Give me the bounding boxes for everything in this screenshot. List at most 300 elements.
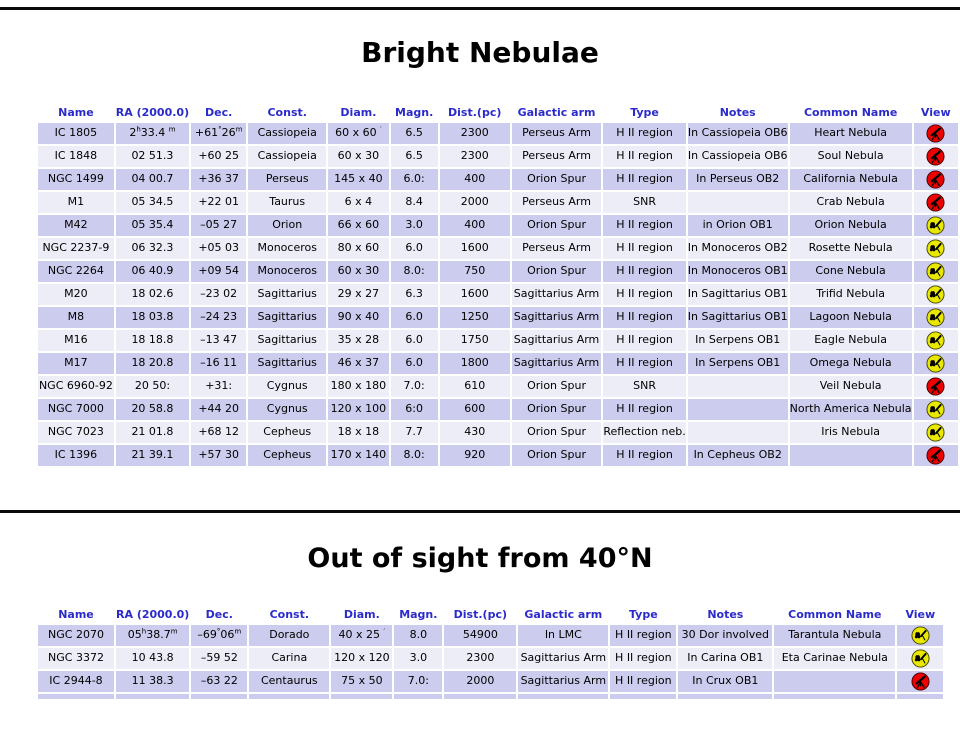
- cell-const: Sagittarius: [248, 307, 326, 328]
- cell-dist: 1800: [440, 353, 510, 374]
- cell-diam: 18 x 18: [328, 422, 388, 443]
- cell-type: H II region: [603, 261, 685, 282]
- binoculars-view-icon[interactable]: [926, 400, 945, 419]
- column-header-ra: RA (2000.0): [116, 606, 189, 623]
- cell-arm: In LMC: [518, 625, 608, 646]
- cell-arm: Sagittarius Arm: [512, 284, 602, 305]
- bright-nebulae-table: [36, 102, 960, 468]
- table-row: [38, 422, 958, 443]
- cell-magn: [394, 694, 442, 699]
- cell-common: California Nebula: [790, 169, 912, 190]
- cell-common: North America Nebula: [790, 399, 912, 420]
- binoculars-view-icon[interactable]: [926, 423, 945, 442]
- cell-dec: +09 54: [191, 261, 246, 282]
- superscript-unit: °: [216, 627, 221, 636]
- cell-arm: Perseus Arm: [512, 192, 602, 213]
- cell-ra: 2$^h$33.4 $^m$: [116, 123, 189, 144]
- cell-diam: 60 x 60 ′: [328, 123, 388, 144]
- cell-ra: 06 40.9: [116, 261, 189, 282]
- cell-common: Lagoon Nebula: [790, 307, 912, 328]
- cell-ra: 11 38.3: [116, 671, 189, 692]
- cell-common: Eta Carinae Nebula: [774, 648, 895, 669]
- cell-view: [914, 169, 958, 190]
- cell-arm: Perseus Arm: [512, 238, 602, 259]
- cell-type: H II region: [603, 330, 685, 351]
- cell-ra: 21 01.8: [116, 422, 189, 443]
- binoculars-view-icon[interactable]: [926, 262, 945, 281]
- cell-const: Sagittarius: [248, 284, 326, 305]
- column-header-arm: Galactic arm: [518, 606, 608, 623]
- cell-magn: 6.3: [391, 284, 438, 305]
- binoculars-view-icon[interactable]: [926, 331, 945, 350]
- table-row: [38, 330, 958, 351]
- cell-ra: 06 32.3: [116, 238, 189, 259]
- superscript-unit: h: [141, 627, 147, 636]
- cell-type: H II region: [610, 671, 676, 692]
- cell-notes: [678, 694, 772, 699]
- cell-name: IC 1396: [38, 445, 114, 466]
- column-header-magn: Magn.: [394, 606, 442, 623]
- cell-dec: +68 12: [191, 422, 246, 443]
- cell-arm: Perseus Arm: [512, 146, 602, 167]
- out-of-sight-table: [36, 604, 945, 701]
- cell-magn: 7.7: [391, 422, 438, 443]
- cell-ra: 18 03.8: [116, 307, 189, 328]
- cell-view: [914, 123, 958, 144]
- cell-common: Crab Nebula: [790, 192, 912, 213]
- cell-arm: [518, 694, 608, 699]
- table-row: [38, 123, 958, 144]
- cell-view: [897, 625, 943, 646]
- cell-magn: 6.0:: [391, 169, 438, 190]
- cell-dist: 2300: [440, 146, 510, 167]
- cell-notes: [688, 399, 788, 420]
- cell-magn: 8.0:: [391, 445, 438, 466]
- cell-arm: Orion Spur: [512, 422, 602, 443]
- cell-magn: 6:0: [391, 399, 438, 420]
- column-header-name: Name: [38, 606, 114, 623]
- cell-diam: 35 x 28: [328, 330, 388, 351]
- column-header-dist: Dist.(pc): [444, 606, 516, 623]
- table-row: [38, 261, 958, 282]
- cell-const: Centaurus: [249, 671, 329, 692]
- cell-dist: 920: [440, 445, 510, 466]
- cell-dist: 750: [440, 261, 510, 282]
- cell-common: Tarantula Nebula: [774, 625, 895, 646]
- cell-ra: 20 58.8: [116, 399, 189, 420]
- cell-diam: 180 x 180: [328, 376, 388, 397]
- binoculars-view-icon[interactable]: [911, 649, 930, 668]
- column-header-notes: Notes: [678, 606, 772, 623]
- cell-common: Eagle Nebula: [790, 330, 912, 351]
- cell-const: Cepheus: [248, 422, 326, 443]
- cell-ra: 02 51.3: [116, 146, 189, 167]
- empty-row: [38, 694, 943, 699]
- cell-common: [790, 445, 912, 466]
- superscript-unit: m: [168, 125, 176, 134]
- cell-notes: In Sagittarius OB1: [688, 307, 788, 328]
- cell-ra: 21 39.1: [116, 445, 189, 466]
- cell-diam: [331, 694, 392, 699]
- cell-dist: 400: [440, 215, 510, 236]
- cell-notes: In Monoceros OB2: [688, 238, 788, 259]
- cell-type: Reflection neb.: [603, 422, 685, 443]
- cell-notes: In Monoceros OB1: [688, 261, 788, 282]
- cell-dec: –69°06$^m$: [191, 625, 247, 646]
- telescope-view-icon[interactable]: [926, 377, 945, 396]
- cell-view: [897, 648, 943, 669]
- cell-type: [610, 694, 676, 699]
- cell-magn: 6.0: [391, 307, 438, 328]
- column-header-dec: Dec.: [191, 606, 247, 623]
- cell-notes: In Cassiopeia OB6: [688, 123, 788, 144]
- cell-const: Cygnus: [248, 376, 326, 397]
- cell-const: Dorado: [249, 625, 329, 646]
- column-header-common: Common Name: [790, 104, 912, 121]
- cell-common: Veil Nebula: [790, 376, 912, 397]
- cell-arm: Sagittarius Arm: [512, 353, 602, 374]
- cell-common: [774, 694, 895, 699]
- column-header-dec: Dec.: [191, 104, 246, 121]
- column-header-type: Type: [610, 606, 676, 623]
- cell-common: Soul Nebula: [790, 146, 912, 167]
- column-header-magn: Magn.: [391, 104, 438, 121]
- cell-type: H II region: [603, 238, 685, 259]
- cell-notes: in Orion OB1: [688, 215, 788, 236]
- cell-const: Cepheus: [248, 445, 326, 466]
- cell-arm: Orion Spur: [512, 261, 602, 282]
- cell-name: NGC 7023: [38, 422, 114, 443]
- table-row: [38, 238, 958, 259]
- cell-name: M20: [38, 284, 114, 305]
- cell-notes: 30 Dor involved: [678, 625, 772, 646]
- table-row: [38, 307, 958, 328]
- cell-arm: Orion Spur: [512, 215, 602, 236]
- cell-magn: 7.0:: [391, 376, 438, 397]
- cell-const: Orion: [248, 215, 326, 236]
- cell-const: Monoceros: [248, 238, 326, 259]
- cell-name: NGC 7000: [38, 399, 114, 420]
- column-header-name: Name: [38, 104, 114, 121]
- cell-const: [249, 694, 329, 699]
- cell-dist: 1250: [440, 307, 510, 328]
- binoculars-view-icon[interactable]: [911, 626, 930, 645]
- cell-notes: [688, 192, 788, 213]
- table-row: [38, 192, 958, 213]
- cell-dist: 610: [440, 376, 510, 397]
- cell-dist: 1750: [440, 330, 510, 351]
- table-row: [38, 215, 958, 236]
- cell-dec: –23 02: [191, 284, 246, 305]
- cell-view: [914, 261, 958, 282]
- cell-arm: Sagittarius Arm: [518, 671, 608, 692]
- cell-type: H II region: [603, 445, 685, 466]
- cell-type: SNR: [603, 192, 685, 213]
- table-row: [38, 169, 958, 190]
- telescope-view-icon[interactable]: [926, 170, 945, 189]
- column-header-const: Const.: [248, 104, 326, 121]
- superscript-unit: m: [234, 627, 242, 636]
- cell-dec: $+61^\circ 26^m$: [191, 123, 246, 144]
- cell-arm: Sagittarius Arm: [512, 330, 602, 351]
- cell-name: NGC 2264: [38, 261, 114, 282]
- superscript-unit: m: [170, 627, 178, 636]
- cell-notes: In Cassiopeia OB6: [688, 146, 788, 167]
- cell-notes: In Sagittarius OB1: [688, 284, 788, 305]
- cell-arm: Orion Spur: [512, 376, 602, 397]
- cell-dist: 2300: [440, 123, 510, 144]
- cell-ra: 18 18.8: [116, 330, 189, 351]
- column-header-view: View: [914, 104, 958, 121]
- cell-view: [897, 694, 943, 699]
- cell-type: H II region: [603, 169, 685, 190]
- cell-const: Carina: [249, 648, 329, 669]
- superscript-unit: m: [235, 125, 243, 134]
- cell-name: NGC 2070: [38, 625, 114, 646]
- cell-ra: 05 34.5: [116, 192, 189, 213]
- cell-common: Iris Nebula: [790, 422, 912, 443]
- cell-diam: 40 x 25 ′: [331, 625, 392, 646]
- cell-name: M17: [38, 353, 114, 374]
- cell-magn: 6.0: [391, 238, 438, 259]
- cell-type: H II region: [603, 284, 685, 305]
- cell-common: Orion Nebula: [790, 215, 912, 236]
- cell-magn: 8.0: [394, 625, 442, 646]
- binoculars-view-icon[interactable]: [926, 239, 945, 258]
- cell-view: [914, 238, 958, 259]
- cell-const: Cassiopeia: [248, 123, 326, 144]
- cell-name: NGC 6960-92: [38, 376, 114, 397]
- cell-const: Perseus: [248, 169, 326, 190]
- cell-common: Cone Nebula: [790, 261, 912, 282]
- cell-dec: +31:: [191, 376, 246, 397]
- telescope-view-icon[interactable]: [926, 446, 945, 465]
- cell-dec: +60 25: [191, 146, 246, 167]
- cell-dist: [444, 694, 516, 699]
- cell-dist: 2300: [444, 648, 516, 669]
- cell-ra: 18 20.8: [116, 353, 189, 374]
- cell-dist: 2000: [440, 192, 510, 213]
- cell-notes: In Cepheus OB2: [688, 445, 788, 466]
- cell-dec: +05 03: [191, 238, 246, 259]
- cell-arm: Sagittarius Arm: [512, 307, 602, 328]
- cell-notes: [688, 376, 788, 397]
- cell-dec: –16 11: [191, 353, 246, 374]
- cell-view: [914, 215, 958, 236]
- cell-view: [897, 671, 943, 692]
- cell-view: [914, 146, 958, 167]
- cell-type: H II region: [610, 625, 676, 646]
- cell-name: M42: [38, 215, 114, 236]
- superscript-unit: ′: [383, 627, 386, 636]
- binoculars-view-icon[interactable]: [926, 285, 945, 304]
- table-row: [38, 284, 958, 305]
- superscript-unit: ′: [380, 125, 382, 134]
- cell-view: [914, 353, 958, 374]
- cell-dec: +22 01: [191, 192, 246, 213]
- cell-diam: 60 x 30: [328, 146, 388, 167]
- cell-magn: 6.5: [391, 146, 438, 167]
- table-row: [38, 671, 943, 692]
- cell-name: [38, 694, 114, 699]
- cell-view: [914, 307, 958, 328]
- cell-type: H II region: [603, 146, 685, 167]
- column-header-diam: Diam.: [328, 104, 388, 121]
- cell-common: Trifid Nebula: [790, 284, 912, 305]
- column-header-dist: Dist.(pc): [440, 104, 510, 121]
- cell-diam: 170 x 140: [328, 445, 388, 466]
- cell-dec: +44 20: [191, 399, 246, 420]
- cell-const: Cassiopeia: [248, 146, 326, 167]
- cell-view: [914, 422, 958, 443]
- cell-diam: 46 x 37: [328, 353, 388, 374]
- cell-type: H II region: [603, 399, 685, 420]
- superscript-unit: °: [218, 125, 222, 134]
- cell-magn: 3.0: [394, 648, 442, 669]
- cell-ra: 04 00.7: [116, 169, 189, 190]
- cell-dist: 2000: [444, 671, 516, 692]
- cell-dist: 600: [440, 399, 510, 420]
- cell-notes: In Crux OB1: [678, 671, 772, 692]
- cell-name: NGC 1499: [38, 169, 114, 190]
- cell-notes: [688, 422, 788, 443]
- cell-const: Monoceros: [248, 261, 326, 282]
- cell-view: [914, 192, 958, 213]
- column-header-arm: Galactic arm: [512, 104, 602, 121]
- cell-name: M1: [38, 192, 114, 213]
- telescope-view-icon[interactable]: [926, 147, 945, 166]
- cell-arm: Perseus Arm: [512, 123, 602, 144]
- cell-name: IC 1805: [38, 123, 114, 144]
- cell-magn: 6.0: [391, 330, 438, 351]
- cell-notes: In Perseus OB2: [688, 169, 788, 190]
- cell-magn: 3.0: [391, 215, 438, 236]
- cell-name: NGC 3372: [38, 648, 114, 669]
- cell-common: Rosette Nebula: [790, 238, 912, 259]
- cell-type: H II region: [603, 307, 685, 328]
- cell-view: [914, 376, 958, 397]
- table-row: [38, 399, 958, 420]
- table-header-row: [38, 104, 958, 121]
- cell-diam: 66 x 60: [328, 215, 388, 236]
- cell-dec: –63 22: [191, 671, 247, 692]
- column-header-common: Common Name: [774, 606, 895, 623]
- cell-common: [774, 671, 895, 692]
- cell-diam: 120 x 120: [331, 648, 392, 669]
- cell-ra: 10 43.8: [116, 648, 189, 669]
- telescope-view-icon[interactable]: [926, 124, 945, 143]
- cell-dec: –59 52: [191, 648, 247, 669]
- cell-diam: 80 x 60: [328, 238, 388, 259]
- cell-view: [914, 399, 958, 420]
- cell-const: Taurus: [248, 192, 326, 213]
- cell-dec: +57 30: [191, 445, 246, 466]
- cell-diam: 90 x 40: [328, 307, 388, 328]
- cell-notes: In Carina OB1: [678, 648, 772, 669]
- binoculars-view-icon[interactable]: [926, 308, 945, 327]
- cell-magn: 8.0:: [391, 261, 438, 282]
- page-title: Bright Nebulae: [361, 36, 599, 69]
- cell-diam: 75 x 50: [331, 671, 392, 692]
- cell-dec: –13 47: [191, 330, 246, 351]
- table-header-row: [38, 606, 943, 623]
- cell-diam: 60 x 30: [328, 261, 388, 282]
- cell-dist: 54900: [444, 625, 516, 646]
- cell-view: [914, 284, 958, 305]
- table-row: [38, 353, 958, 374]
- cell-type: H II region: [603, 123, 685, 144]
- cell-notes: In Serpens OB1: [688, 330, 788, 351]
- cell-diam: 29 x 27: [328, 284, 388, 305]
- binoculars-view-icon[interactable]: [926, 354, 945, 373]
- column-header-type: Type: [603, 104, 685, 121]
- cell-ra: 05 35.4: [116, 215, 189, 236]
- column-header-diam: Diam.: [331, 606, 392, 623]
- table-row: [38, 625, 943, 646]
- cell-dec: –24 23: [191, 307, 246, 328]
- cell-common: Heart Nebula: [790, 123, 912, 144]
- cell-const: Sagittarius: [248, 353, 326, 374]
- cell-magn: 7.0:: [394, 671, 442, 692]
- cell-name: M16: [38, 330, 114, 351]
- cell-diam: 6 x 4: [328, 192, 388, 213]
- cell-ra: 18 02.6: [116, 284, 189, 305]
- cell-ra: 05$^h$38.7$^m$: [116, 625, 189, 646]
- cell-dec: +36 37: [191, 169, 246, 190]
- cell-dec: [191, 694, 247, 699]
- cell-diam: 120 x 100: [328, 399, 388, 420]
- cell-name: IC 2944-8: [38, 671, 114, 692]
- cell-diam: 145 x 40: [328, 169, 388, 190]
- cell-type: SNR: [603, 376, 685, 397]
- cell-arm: Orion Spur: [512, 445, 602, 466]
- telescope-view-icon[interactable]: [911, 672, 930, 691]
- telescope-view-icon[interactable]: [926, 193, 945, 212]
- cell-dist: 400: [440, 169, 510, 190]
- cell-dist: 430: [440, 422, 510, 443]
- cell-name: IC 1848: [38, 146, 114, 167]
- top-rule-line: [0, 7, 960, 10]
- cell-arm: Orion Spur: [512, 399, 602, 420]
- cell-magn: 6.0: [391, 353, 438, 374]
- section-divider-line: [0, 510, 960, 513]
- cell-const: Sagittarius: [248, 330, 326, 351]
- cell-ra: 20 50:: [116, 376, 189, 397]
- column-header-notes: Notes: [688, 104, 788, 121]
- binoculars-view-icon[interactable]: [926, 216, 945, 235]
- cell-dist: 1600: [440, 284, 510, 305]
- table-row: [38, 648, 943, 669]
- cell-arm: Sagittarius Arm: [518, 648, 608, 669]
- column-header-const: Const.: [249, 606, 329, 623]
- cell-ra: [116, 694, 189, 699]
- cell-type: H II region: [603, 353, 685, 374]
- column-header-view: View: [897, 606, 943, 623]
- cell-arm: Orion Spur: [512, 169, 602, 190]
- cell-type: H II region: [610, 648, 676, 669]
- cell-magn: 8.4: [391, 192, 438, 213]
- column-header-ra: RA (2000.0): [116, 104, 189, 121]
- cell-const: Cygnus: [248, 399, 326, 420]
- cell-dec: –05 27: [191, 215, 246, 236]
- cell-notes: In Serpens OB1: [688, 353, 788, 374]
- superscript-unit: h: [136, 125, 141, 134]
- cell-dist: 1600: [440, 238, 510, 259]
- cell-name: NGC 2237-9: [38, 238, 114, 259]
- cell-common: Omega Nebula: [790, 353, 912, 374]
- cell-magn: 6.5: [391, 123, 438, 144]
- table-row: [38, 445, 958, 466]
